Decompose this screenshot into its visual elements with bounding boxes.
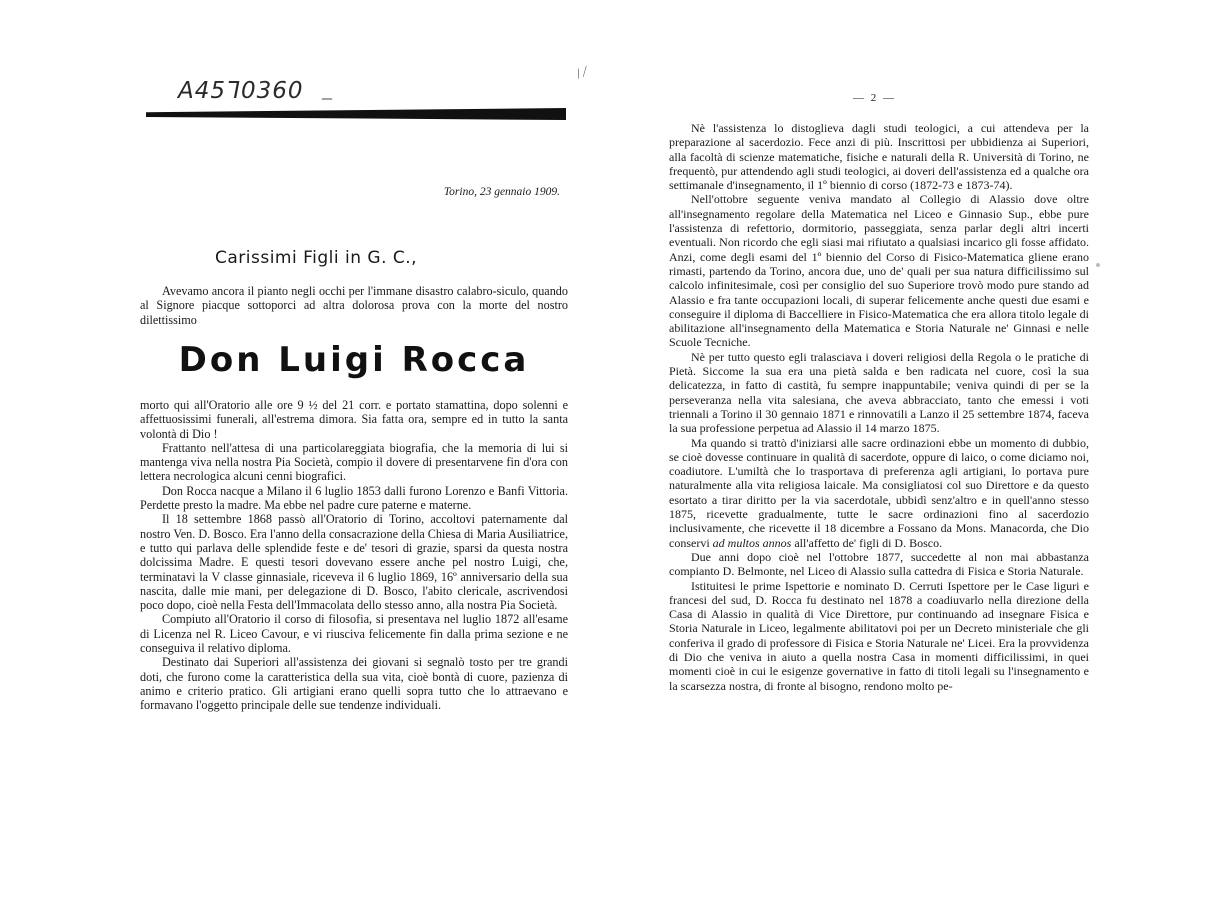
right-body-text [669,121,1089,693]
paragraph: Il 18 settembre 1868 passò all'Oratorio di Torino, accoltovi paternamente dal nostro Ven. D. Bosco. Era l'anno della consacrazione della Chiesa di Maria Ausiliatrice, e tutto qui parlava delle splendide feste e de' tesori di grazie, sparsi da questa nostra dolcissima Madre. E questi tesori dovevano essere anche pel nostro Luigi, che, terminatavi la V classe ginnasiale, riceveva il 6 luglio 1869, 16º anniversario della sua nascita, dalle mie mani, per delegazione di D. Bosco, l'abito clericale, ascrivendosi poco dopo, cioè nella Festa dell'Immacolata dello stesso anno, alla nostra Pia Società. [140,512,568,613]
paragraph: Frattanto nell'attesa di una particolareggiata biografia, che la memoria di lui si mantenga viva nella nostra Pia Società, compio il dovere di presentarvene fin d'ora con lettera necrologica alcuni cenni biografici. [140,440,568,484]
paragraph: Destinato dai Superiori all'assistenza dei giovani si segnalò tosto per tre grandi doti, che furono come la caratteristica della sua vita, cioè bontà di cuore, pazienza di animo e criterio pratico. Gli artigiani erano quelli sopra tutto che lo attraevano e formavano l'oggetto principale delle sue tendenze individuali. [140,655,568,713]
paragraph: Istituitesi le prime Ispettorie e nominato D. Cerruti Ispettore per le Case liguri e francesi del sud, D. Rocca fu destinato nel 1878 a coadiuvarlo nella direzione della Casa di Alassio in qualità di Vice Direttore, pur continuando ad insegnare Fisica e Storia Naturale in Liceo, legalmente abilitatovi poi per un Decreto ministeriale che gli conferiva il grado di professore di Fisica e Storia Naturale ne' Licei. Era la provvidenza di Dio che veniva in aiuto a quella nostra Casa in momenti difficilissimi, in quei momenti cioè in cui le esigenze governative in fatto di titoli legali su l'insegnamento e la scarsezza nostra, di fronte al bisogno, rendono molto pe- [669,578,1089,693]
left-page [0,0,614,900]
italic-phrase: ad multos annos [712,535,792,550]
paragraph-text: Ma quando si trattò d'iniziarsi alle sacre ordinazioni ebbe un momento di dubbio, se cioè dovesse continuare in qualità di sacerdote, oppure di laico, o come diciamo noi, coadiutore. L'umiltà che lo trasportava di preferenza agli artigiani, lo portava pure naturalmente alla vita religiosa laicale. Ma consigliatosi col suo Direttore e da questo esortato a tirar diritto per la via sacerdotale, ubbidì senz'altro e in quell'anno stesso 1875, ricevette gradualmente, tutte le sacre ordinazioni fino al sacerdozio inclusivamente, che ricevette il 18 dicembre a Fossano da Mons. Manacorda, che Dio conservi [669,435,1089,550]
paragraph [669,436,1089,550]
handwritten-archive-code: A45ᒣ0360 [178,78,304,104]
right-page [614,0,1229,900]
paragraph: Don Rocca nacque a Milano il 6 luglio 1853 dalli furono Lorenzo e Banfi Vittoria. Perdette presto la madre. Ma ebbe nel padre cure paterne e materne. [140,483,568,513]
paragraph: Due anni dopo cioè nel l'ottobre 1877, succedette al non mai abbastanza compianto D. Belmonte, nel Liceo di Alassio sulla cattedra di Fisica e Storia Naturale. [669,549,1089,579]
paragraph-tail: all'affetto de' figli di D. Bosco. [791,535,943,550]
handwritten-underline: _ [322,80,332,102]
paragraph: Compiuto all'Oratorio il corso di filosofia, si presentava nel luglio 1872 all'esame di Licenza nel R. Liceo Cavour, e vi riusciva felicemente fin dalla prima sezione e ne conseguiva il relativo diploma. [140,612,568,656]
paragraph: Nè l'assistenza lo distoglieva dagli studi teologici, a cui attendeva per la preparazione al sacerdozio. Fece anzi di più. Inscrittosi per ubbidienza ai Superiori, alla facoltà di scienze matematiche, fisiche e naturali della R. Università di Torino, ne frequentò, pur attendendo agli studi teologici, ai doveri dell'assistenza ed a qualche ora settimanale d'insegnamento, il 1º biennio di corso (1872-73 e 1873-74). [669,121,1089,193]
deceased-name-title: Don Luigi Rocca [178,340,530,380]
page-number: — 2 — [853,92,896,104]
paragraph: morto qui all'Oratorio alle ore 9 ½ del 21 corr. e portato stamattina, dopo solenni e affettuosissimi funerali, all'estrema dimora. Sia fatta ora, sempre ed in tutto la santa volontà di Dio ! [140,398,568,441]
paper-speck [1096,263,1100,267]
pencil-mark: / ⁄ [574,64,589,83]
dateline: Torino, 23 gennaio 1909. [443,186,560,198]
left-body-text [140,398,568,713]
salutation: Carissimi Figli in G. C., [215,248,418,268]
black-header-bar [146,108,566,120]
paragraph: Avevamo ancora il pianto negli occhi per l'immane disastro calabro-siculo, quando al Signore piacque sottoporci ad altra dolorosa prova con la morte del nostro dilettissimo [140,284,568,327]
paragraph: Nè per tutto questo egli tralasciava i doveri religiosi della Regola o le pratiche di Pietà. Siccome la sua era una pietà salda e ben radicata nel cuore, così la sua delicatezza, in fatto di castità, fu sempre inappuntabile; veniva quindi di per se la perseveranza nella vita salesiana, che aveva abbracciato, tanto che emessi i voti triennali a Torino il 30 gennaio 1871 e rinnovatili a Lanzo il 25 settembre 1874, faceva la sua professione perpetua ad Alassio il 14 marzo 1875. [669,349,1089,436]
intro-paragraph [140,284,568,327]
paragraph: Nell'ottobre seguente veniva mandato al Collegio di Alassio dove oltre all'insegnamento regolare della Matematica nel Liceo e Ginnasio Sup., ebbe pure l'assistenza di refettorio, dormitorio, passeggiata, senza parlar degli altri incerti eventuali. Non ricordo che egli siasi mai rifiutato a qualsiasi incarico gli fosse affidato. Anzi, come degli esami del 1º biennio del Corso di Fisico-Matematica gliene erano rimasti, partendo da Torino, ancora due, uno de' quali per sua natura difficilissimo sul calcolo infinitesimale, così per consiglio del suo Superiore trovò modo pure stando ad Alassio e fra tante occupazioni locali, di superar felicemente anche questi due esami e conseguire il diploma di Baccelliere in Fisico-Matematica che era allora titolo legale di abilitazione all'insegnamento della Matematica e Storia Naturale ne' Ginnasi e nelle Scuole Tecniche. [669,192,1089,350]
